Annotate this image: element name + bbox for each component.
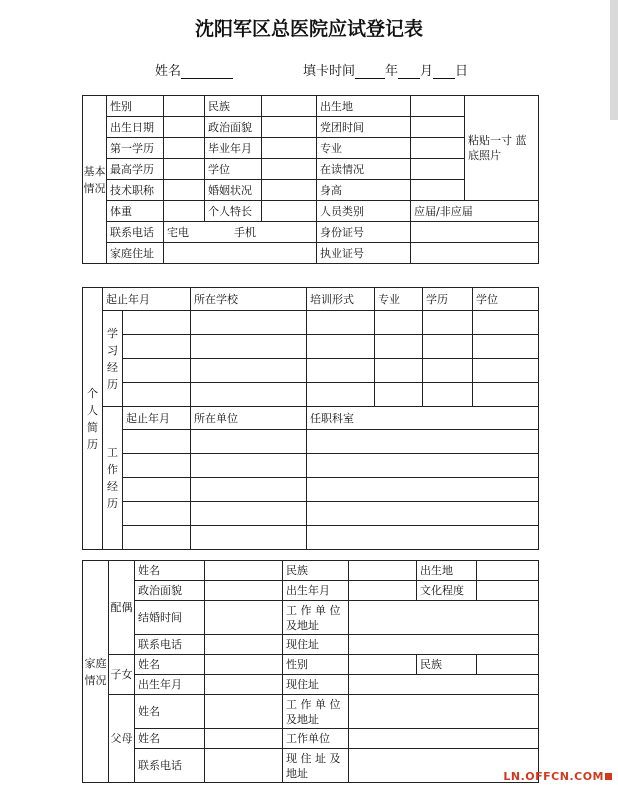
license-label: 执业证号 (317, 243, 411, 264)
spouse-political-field[interactable] (205, 581, 283, 601)
first-degree-field[interactable] (164, 138, 205, 159)
child-name-label: 姓名 (135, 655, 205, 675)
study-header-1: 所在学校 (191, 288, 307, 311)
address-label: 家庭住址 (107, 243, 164, 264)
work-cell[interactable] (191, 430, 307, 454)
watermark-logo-icon (605, 773, 612, 780)
work-cell[interactable] (123, 502, 191, 526)
study-cell[interactable] (375, 383, 423, 407)
height-field[interactable] (411, 180, 465, 201)
political-label: 政治面貌 (205, 117, 262, 138)
watermark (503, 770, 612, 783)
resume-table (82, 287, 539, 550)
day-field[interactable] (433, 64, 455, 79)
name-field[interactable] (181, 64, 233, 79)
child-ethnicity-field[interactable] (477, 655, 539, 675)
watermark-text: LN.OFFCN.COM (503, 770, 604, 783)
family-table (82, 560, 539, 783)
work-cell[interactable] (191, 526, 307, 550)
parent2-work-label: 工作单位 (283, 729, 349, 749)
grad-type-label: 应届/非应届 (411, 201, 539, 222)
date-label: 填卡时间 (303, 64, 356, 79)
parent-work-field[interactable] (349, 695, 539, 729)
day-label: 日 (455, 64, 469, 79)
work-cell[interactable] (123, 526, 191, 550)
major-field[interactable] (411, 138, 465, 159)
study-header-0: 起止年月 (103, 288, 191, 311)
parent-name-label: 姓名 (135, 695, 205, 729)
spouse-education-field[interactable] (477, 581, 539, 601)
parent-name-field[interactable] (205, 695, 283, 729)
grad-year-field[interactable] (262, 138, 317, 159)
spouse-phone-label: 联系电话 (135, 635, 205, 655)
mobile-label: 手机 (234, 225, 256, 239)
study-cell[interactable] (307, 311, 375, 335)
child-birth-field[interactable] (205, 675, 283, 695)
spouse-ethnicity-field[interactable] (349, 561, 417, 581)
work-cell[interactable] (307, 526, 539, 550)
staff-type-label: 人员类别 (317, 201, 411, 222)
study-header-2: 培训形式 (307, 288, 375, 311)
parent2-name-field[interactable] (205, 729, 283, 749)
highest-degree-label: 最高学历 (107, 159, 164, 180)
phone-label: 联系电话 (107, 222, 164, 243)
spouse-phone-field[interactable] (205, 635, 283, 655)
month-field[interactable] (398, 64, 420, 79)
study-cell[interactable] (191, 383, 307, 407)
work-header-2: 任职科室 (307, 407, 539, 430)
grad-year-label: 毕业年月 (205, 138, 262, 159)
study-header-3: 专业 (375, 288, 423, 311)
study-cell[interactable] (307, 383, 375, 407)
spouse-address-label: 现住址 (283, 635, 349, 655)
work-cell[interactable] (307, 430, 539, 454)
study-cell[interactable] (473, 359, 539, 383)
marriage-date-field[interactable] (205, 601, 283, 635)
work-cell[interactable] (191, 454, 307, 478)
parent-address-label: 现 住 址 及 地址 (283, 749, 349, 783)
study-cell[interactable] (423, 311, 473, 335)
phone-field[interactable] (164, 222, 317, 243)
birth-date-label: 出生日期 (107, 117, 164, 138)
study-cell[interactable] (123, 335, 191, 359)
license-field[interactable] (411, 243, 539, 264)
highest-degree-field[interactable] (164, 159, 205, 180)
photo-box: 粘贴一寸 蓝底照片 (465, 96, 539, 201)
work-cell[interactable] (191, 478, 307, 502)
birthplace-field[interactable] (411, 96, 465, 117)
spouse-birth-label: 出生年月 (283, 581, 349, 601)
birthplace-label: 出生地 (317, 96, 411, 117)
basic-info-table (82, 95, 539, 264)
study-cell[interactable] (473, 383, 539, 407)
study-header-5: 学位 (473, 288, 539, 311)
spouse-name-label: 姓名 (135, 561, 205, 581)
study-cell[interactable] (423, 359, 473, 383)
spouse-birthplace-field[interactable] (477, 561, 539, 581)
child-address-field[interactable] (349, 675, 539, 695)
work-cell[interactable] (307, 502, 539, 526)
party-date-field[interactable] (411, 117, 465, 138)
work-cell[interactable] (191, 502, 307, 526)
year-label: 年 (385, 64, 399, 79)
date-line (303, 60, 468, 79)
home-phone-label: 宅电 (167, 225, 189, 239)
work-cell[interactable] (123, 478, 191, 502)
gender-label: 性别 (107, 96, 164, 117)
marital-label: 婚姻状况 (205, 180, 262, 201)
section-basic-label: 基本情况 (83, 96, 107, 264)
first-degree-label: 第一学历 (107, 138, 164, 159)
study-cell[interactable] (191, 335, 307, 359)
weight-label: 体重 (107, 201, 164, 222)
parent2-work-field[interactable] (349, 729, 539, 749)
work-header-0: 起止年月 (123, 407, 191, 430)
month-label: 月 (420, 64, 434, 79)
study-cell[interactable] (375, 311, 423, 335)
spouse-ethnicity-label: 民族 (283, 561, 349, 581)
work-label: 工作经历 (103, 407, 123, 550)
specialty-label: 个人特长 (205, 201, 262, 222)
child-ethnicity-label: 民族 (417, 655, 477, 675)
study-cell[interactable] (191, 359, 307, 383)
spouse-birthplace-label: 出生地 (417, 561, 477, 581)
marriage-date-label: 结婚时间 (135, 601, 205, 635)
ethnicity-field[interactable] (262, 96, 317, 117)
child-gender-label: 性别 (283, 655, 349, 675)
spouse-work-label: 工 作 单 位 及地址 (283, 601, 349, 635)
address-field[interactable] (164, 243, 317, 264)
weight-field[interactable] (164, 201, 205, 222)
degree-label: 学位 (205, 159, 262, 180)
study-cell[interactable] (423, 335, 473, 359)
spouse-label: 配偶 (109, 561, 135, 655)
study-cell[interactable] (375, 359, 423, 383)
title-label: 技术职称 (107, 180, 164, 201)
child-address-label: 现住址 (283, 675, 349, 695)
study-cell[interactable] (423, 383, 473, 407)
study-cell[interactable] (191, 311, 307, 335)
specialty-field[interactable] (262, 201, 317, 222)
political-field[interactable] (262, 117, 317, 138)
work-cell[interactable] (307, 478, 539, 502)
section-family-label: 家庭情况 (83, 561, 109, 783)
study-label: 学习经历 (103, 311, 123, 407)
studying-field[interactable] (411, 159, 465, 180)
ethnicity-label: 民族 (205, 96, 262, 117)
child-gender-field[interactable] (349, 655, 417, 675)
parent-phone-field[interactable] (205, 749, 283, 783)
study-cell[interactable] (473, 311, 539, 335)
work-cell[interactable] (307, 454, 539, 478)
parent-label: 父母 (109, 695, 135, 783)
party-date-label: 党团时间 (317, 117, 411, 138)
gender-field[interactable] (164, 96, 205, 117)
study-cell[interactable] (375, 335, 423, 359)
spouse-education-label: 文化程度 (417, 581, 477, 601)
parent2-name-label: 姓名 (135, 729, 205, 749)
spouse-birth-field[interactable] (349, 581, 417, 601)
form-title: 沈阳军区总医院应试登记表 (194, 18, 423, 40)
title-field[interactable] (164, 180, 205, 201)
study-header-4: 学历 (423, 288, 473, 311)
degree-field[interactable] (262, 159, 317, 180)
child-name-field[interactable] (205, 655, 283, 675)
name-label: 姓名 (155, 64, 182, 79)
spouse-address-field[interactable] (349, 635, 539, 655)
work-header-1: 所在单位 (191, 407, 307, 430)
id-field[interactable] (411, 222, 539, 243)
name-line (155, 60, 233, 79)
spouse-name-field[interactable] (205, 561, 283, 581)
height-label: 身高 (317, 180, 411, 201)
birth-date-field[interactable] (164, 117, 205, 138)
spouse-work-field[interactable] (349, 601, 539, 635)
section-resume-label: 个人简历 (83, 288, 103, 550)
study-cell[interactable] (123, 311, 191, 335)
work-cell[interactable] (123, 454, 191, 478)
child-birth-label: 出生年月 (135, 675, 205, 695)
spouse-political-label: 政治面貌 (135, 581, 205, 601)
major-label: 专业 (317, 138, 411, 159)
work-cell[interactable] (123, 430, 191, 454)
study-cell[interactable] (307, 359, 375, 383)
study-cell[interactable] (473, 335, 539, 359)
studying-label: 在读情况 (317, 159, 411, 180)
child-label: 子女 (109, 655, 135, 695)
year-field[interactable] (355, 64, 385, 79)
parent-work-label: 工 作 单 位 及地址 (283, 695, 349, 729)
marital-field[interactable] (262, 180, 317, 201)
parent-phone-label: 联系电话 (135, 749, 205, 783)
study-cell[interactable] (307, 335, 375, 359)
study-cell[interactable] (123, 359, 191, 383)
study-cell[interactable] (123, 383, 191, 407)
id-label: 身份证号 (317, 222, 411, 243)
